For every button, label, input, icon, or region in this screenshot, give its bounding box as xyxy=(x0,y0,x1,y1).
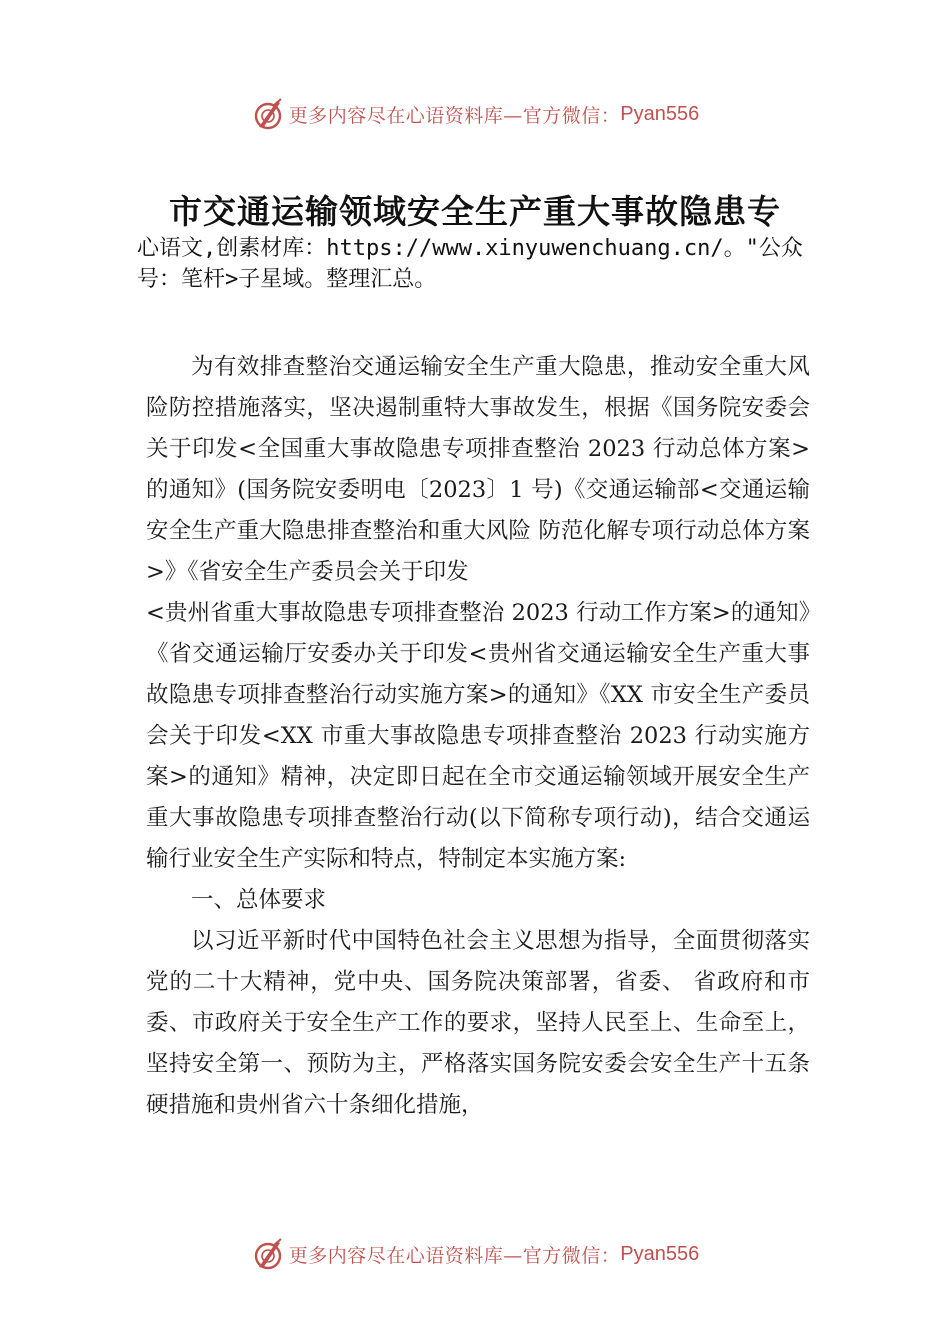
quill-pen-logo-icon xyxy=(251,1237,285,1271)
document-body xyxy=(146,347,810,1126)
watermark-text: 更多内容尽在心语资料库—官方微信： xyxy=(288,104,621,127)
footer-watermark xyxy=(0,1234,950,1274)
watermark-wechat-id: Pyan556 xyxy=(620,1242,700,1265)
section-heading: 一、总体要求 xyxy=(191,887,327,913)
watermark-text: 更多内容尽在心语资料库—官方微信： xyxy=(288,1244,621,1267)
body-paragraph: 为有效排查整治交通运输安全生产重大隐患，推动安全重大风险防控措施落实，坚决遏制重特大事故发生，根据《国务院安委会关于印发<全国重大事故隐患专项排查整治 2023 行动总体方案>的通知》(国务院安委明电〔2023〕1 号)《交通运输部<交通运输安全生产重大隐患排查整治和重大风险 防范化解专项行动总体方案>》《省安全生产委员会关于印发 xyxy=(146,354,810,585)
document-title: 市交通运输领域安全生产重大事故隐患专 xyxy=(169,192,781,231)
header-watermark xyxy=(0,94,950,134)
body-paragraph: <贵州省重大事故隐患专项排查整治 2023 行动工作方案>的通知》《省交通运输厅安委办关于印发<贵州省交通运输安全生产重大事故隐患专项排查整治行动实施方案>的通知》《XX 市安全生产委员会关于印发<XX 市重大事故隐患专项排查整治 2023 行动实施方案>的通知》精神，决定即日起在全市交通运输领域开展安全生产重大事故隐患专项排查整治行动(以下简称专项行动)，结合交通运输行业安全生产实际和特点，特制定本实施方案: xyxy=(146,600,810,872)
source-note: 心语文,创素材库：https://www.xinyuwenchuang.cn/。"公众号：笔杆>子星域。整理汇总。 xyxy=(137,236,803,292)
body-paragraph: 以习近平新时代中国特色社会主义思想为指导，全面贯彻落实党的二十大精神，党中央、国务院决策部署，省委、 省政府和市委、市政府关于安全生产工作的要求，坚持人民至上、生命至上，坚持安全第一、预防为主，严格落实国务院安委会安全生产十五条硬措施和贵州省六十条细化措施， xyxy=(146,928,810,1118)
quill-pen-logo-icon xyxy=(251,97,285,131)
watermark-wechat-id: Pyan556 xyxy=(620,102,700,125)
